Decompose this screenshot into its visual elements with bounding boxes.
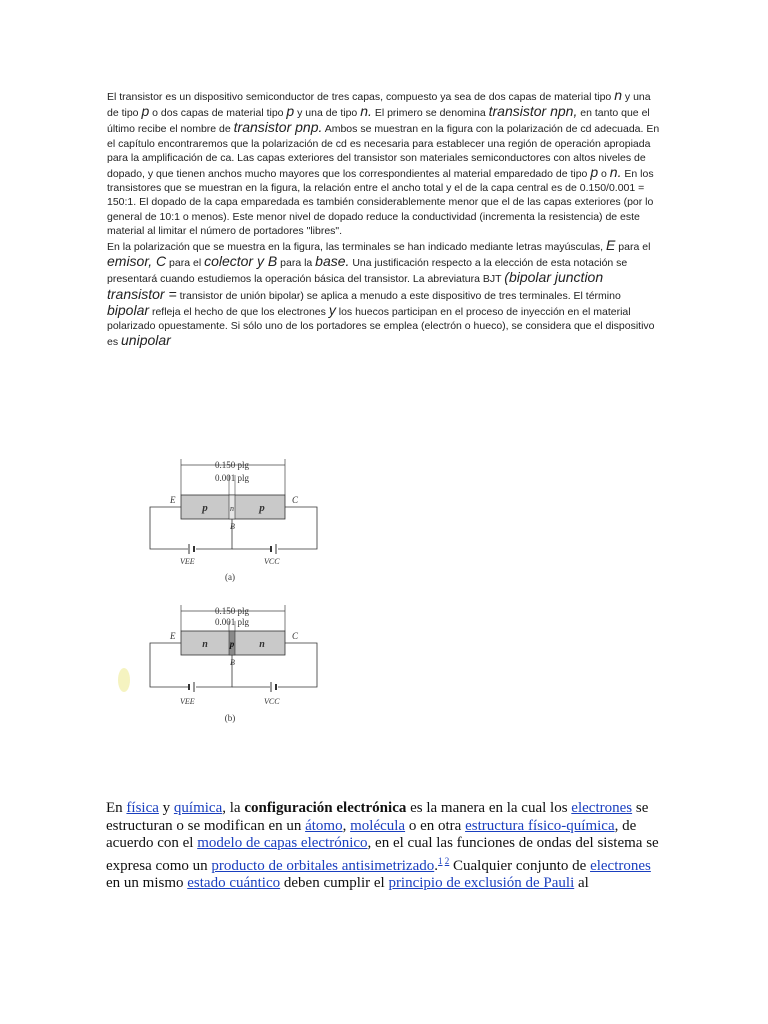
collector-terminal-label: C — [292, 631, 299, 641]
transistor-diagram-svg — [112, 445, 332, 735]
base-terminal-label: B — [230, 658, 235, 667]
width-center-label: 0.001 plg — [214, 473, 250, 483]
ref-2[interactable]: 2 — [444, 855, 450, 866]
vcc-label: VCC — [264, 557, 280, 566]
link-pauli[interactable]: principio de exclusión de Pauli — [388, 875, 575, 892]
link-atomo[interactable]: átomo — [305, 817, 343, 834]
diagram-a — [150, 459, 317, 582]
transistor-figure — [112, 445, 332, 740]
emitter-layer-label: p — [202, 502, 208, 514]
ref-1[interactable]: 1 — [438, 855, 443, 866]
emitter-layer-label: n — [202, 639, 208, 650]
base-terminal-label: B — [230, 522, 235, 531]
emitter-terminal-label: E — [170, 495, 176, 505]
link-producto[interactable]: producto de orbitales antisimetrizado — [211, 857, 435, 874]
link-fisica[interactable]: física — [126, 800, 159, 816]
link-modelo[interactable]: modelo de capas electrónico — [197, 835, 368, 852]
vee-label: VEE — [180, 697, 195, 706]
link-estado-cuantico[interactable]: estado cuántico — [187, 875, 281, 892]
transistor-text: El transistor es un dispositivo semiconductor de tres capas, compuesto ya sea de dos capas de material tipo n y una de tipo p o dos capas de material tipo p y una de tipo n. El primero se denomina transistor npn, en tanto que el último recibe el nombre de transistor pnp. Ambos se muestran en la figura con la polarización de cd adecuada. En el capítulo encontraremos que la polarización de cd es necesaria para establecer una región de operación apropiada para la amplificación de ca. Las capas exteriores del transistor son materiales semiconductores con altos niveles de dopado, y que tienen anchos mucho mayores que los correspondientes al material emparedado de tipo p o n. En los transistores que se muestran en la figura, la relación entre el ancho total y el de la capa central es de 0.150/0.001 = 150:1. El dopado de la capa emparedada es también considerablemente menor que el de las capas exteriores (por lo general de 10:1 o menos). Este menor nivel de dopado reduce la conductividad (incrementa la resistencia) de este material al limitar el número de portadores "libres". En la polarización que se muestra en la figura, las terminales se han indicado mediante letras mayúsculas, E para el emisor, C para el colector y B para la base. Una justificación respecto a la elección de esta notación se presentará cuando estudiemos la operación básica del transistor. La abreviatura BJT (bipolar junction transistor = transistor de unión bipolar) se aplica a menudo a este dispositivo de tres terminales. El término bipolar refleja el hecho de que los electrones y los huecos participan en el proceso de inyección en el material polarizado opuestamente. Si sólo uno de los portadores se emplea (electrón o hueco), se considera que el dispositivo es unipolar — [107, 87, 660, 349]
bold-term: configuración electrónica — [244, 800, 407, 816]
caption-a: (a) — [225, 572, 235, 582]
diagram-b — [150, 605, 317, 723]
caption-b: (b) — [224, 713, 236, 723]
emitter-terminal-label: E — [170, 631, 176, 641]
link-estructura[interactable]: estructura físico-química — [465, 817, 615, 834]
base-layer-label: n — [230, 504, 234, 513]
width-center-label: 0.001 plg — [214, 617, 250, 627]
vcc-label: VCC — [264, 697, 280, 706]
width-total-label: 0.150 plg — [214, 606, 250, 616]
link-molecula[interactable]: molécula — [350, 817, 406, 834]
collector-terminal-label: C — [292, 495, 299, 505]
collector-layer-label: p — [259, 502, 265, 514]
link-electrones[interactable]: electrones — [571, 800, 633, 816]
link-quimica[interactable]: química — [173, 800, 223, 816]
configuracion-text: En física y química, la configuración electrónica es la manera en la cual los electrones se estructuran o se modifican en un átomo, molécula o en otra estructura físico-química, de acuerdo con el modelo de capas electrónico, en el cual las funciones de ondas del sistema se expresa como un producto de orbitales antisimetrizado.$^{1 2}$ Cualquier conjunto de electrones en un mismo estado cuántico deben cumplir el principio de exclusión de Pauli al — [106, 800, 659, 892]
width-total-label: 0.150 plg — [214, 460, 250, 470]
scan-smudge — [118, 668, 130, 692]
vee-label: VEE — [180, 557, 195, 566]
collector-layer-label: n — [259, 639, 265, 650]
link-electrones-2[interactable]: electrones — [590, 857, 651, 874]
base-layer-label: p — [229, 639, 235, 649]
